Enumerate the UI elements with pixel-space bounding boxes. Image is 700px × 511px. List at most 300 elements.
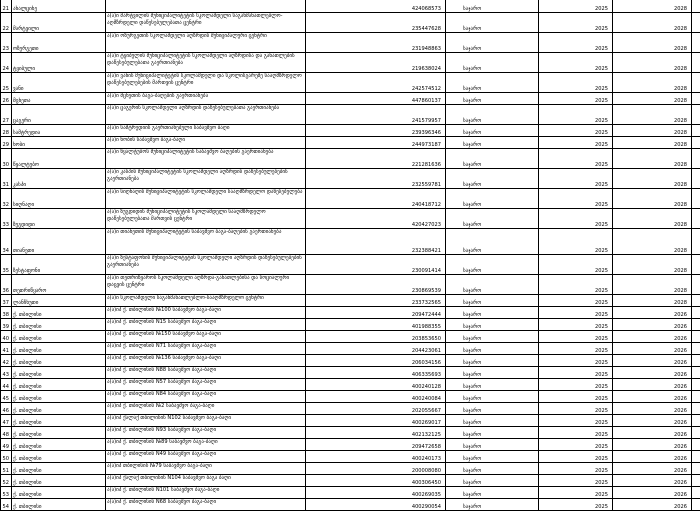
blank-cell: [692, 415, 700, 427]
identification-code-cell: 202055667: [306, 403, 446, 415]
organization-name-cell: ა(ა)იპ ქ. თბილისის N49 საბავშვო ბაგა-ბაღი: [106, 451, 306, 463]
identification-code-cell: 400269035: [306, 487, 446, 499]
table-row: [1, 209, 700, 229]
identification-code-cell: 235447628: [306, 13, 446, 33]
start-year-cell: 2025: [539, 149, 613, 169]
organization-name-cell: ა(ა)იპ ქ. თბილისის N15 საბავშვო ბაგა-ბაღი: [106, 319, 306, 331]
blank-cell: [692, 0, 700, 13]
table-row: [1, 189, 700, 209]
row-number: 23: [1, 33, 12, 53]
organization-name-cell: ა(ა)იპ ქ. თბილისის N88 საბავშვო ბაგა-ბაღი: [106, 367, 306, 379]
municipality-cell: ქ. თბილისი: [12, 403, 106, 415]
start-year-cell: 2025: [539, 355, 613, 367]
end-year-cell: 2028: [613, 105, 692, 125]
status-cell: საჯარო: [446, 295, 539, 307]
municipality-cell: ქ. თბილისი: [12, 331, 106, 343]
status-cell: საჯარო: [446, 209, 539, 229]
organization-name-cell: ა(ა)იპ ქ. თბილისის N101 საბავშვო ბაგა-ბაღი: [106, 487, 306, 499]
blank-cell: [692, 355, 700, 367]
row-number: 50: [1, 451, 12, 463]
identification-code-cell: 424068573: [306, 0, 446, 13]
table-row: [1, 439, 700, 451]
municipality-cell: ქ. თბილისი: [12, 355, 106, 367]
blank-cell: [692, 463, 700, 475]
table-row: [1, 487, 700, 499]
end-year-cell: 2026: [613, 439, 692, 451]
identification-code-cell: 400290054: [306, 499, 446, 511]
table-row: [1, 475, 700, 487]
identification-code-cell: 400240128: [306, 379, 446, 391]
table-row: [1, 331, 700, 343]
municipality-cell: ქ. თბილისი: [12, 319, 106, 331]
organization-name-cell: ა(ა)იპ ქ. თბილისის №89 საბავშვო ბაგა-ბაღი: [106, 439, 306, 451]
end-year-cell: 2028: [613, 13, 692, 33]
municipality-cell: ქ. თბილისი: [12, 451, 106, 463]
start-year-cell: 2025: [539, 229, 613, 255]
table-row: [1, 319, 700, 331]
status-cell: საჯარო: [446, 0, 539, 13]
municipality-cell: ხობი: [12, 137, 106, 149]
end-year-cell: 2028: [613, 149, 692, 169]
organization-name-cell: ა(ა)იპ ქალაქ თბილისის N102 საბავშვო ბაგა-ბაღი: [106, 415, 306, 427]
start-year-cell: 2025: [539, 379, 613, 391]
municipality-cell: ქ. თბილისი: [12, 427, 106, 439]
status-cell: საჯარო: [446, 105, 539, 125]
status-cell: საჯარო: [446, 427, 539, 439]
organization-name-cell: ა(ა)ი კასპის მუნიციპალიტეტის სკოლამდელი აღზრდის დაწესებულებების გაერთიანება: [106, 169, 306, 189]
start-year-cell: 2025: [539, 0, 613, 13]
status-cell: საჯარო: [446, 463, 539, 475]
table-row: [1, 391, 700, 403]
identification-code-cell: 239396346: [306, 125, 446, 137]
end-year-cell: 2028: [613, 93, 692, 105]
identification-code-cell: 221281636: [306, 149, 446, 169]
blank-cell: [692, 169, 700, 189]
start-year-cell: 2025: [539, 209, 613, 229]
organization-name-cell: ა(ა)ი მარტვილის მუნიციპალიტეტის სკოლამდელი საგანმანათლებლო-აღმზრდელი დაწესებულებათა ცენტრი: [106, 13, 306, 33]
end-year-cell: 2026: [613, 379, 692, 391]
table-row: [1, 0, 700, 13]
status-cell: საჯარო: [446, 367, 539, 379]
blank-cell: [692, 331, 700, 343]
status-cell: საჯარო: [446, 439, 539, 451]
identification-code-cell: 232388421: [306, 229, 446, 255]
blank-cell: [692, 137, 700, 149]
organization-name-cell: ა(ა)იპ ქ. თბილისის N68 საბავშვო ბაგა-ბაღი: [106, 499, 306, 511]
end-year-cell: 2028: [613, 33, 692, 53]
start-year-cell: 2025: [539, 73, 613, 93]
blank-cell: [692, 391, 700, 403]
start-year-cell: 2025: [539, 295, 613, 307]
blank-cell: [692, 343, 700, 355]
municipality-cell: ქ. თბილისი: [12, 475, 106, 487]
end-year-cell: 2026: [613, 415, 692, 427]
table-row: [1, 33, 700, 53]
end-year-cell: 2028: [613, 125, 692, 137]
row-number: 26: [1, 93, 12, 105]
status-cell: საჯარო: [446, 319, 539, 331]
identification-code-cell: 209472658: [306, 439, 446, 451]
municipality-cell: ქ. თბილისი: [12, 439, 106, 451]
status-cell: საჯარო: [446, 33, 539, 53]
status-cell: საჯარო: [446, 487, 539, 499]
status-cell: საჯარო: [446, 379, 539, 391]
start-year-cell: 2025: [539, 189, 613, 209]
identification-code-cell: 206034156: [306, 355, 446, 367]
blank-cell: [692, 105, 700, 125]
row-number: 41: [1, 343, 12, 355]
blank-cell: [692, 93, 700, 105]
blank-cell: [692, 307, 700, 319]
table-row: [1, 125, 700, 137]
start-year-cell: 2025: [539, 275, 613, 295]
organization-name-cell: ა(ა)ი სამტრედიის გაერთიანებული საბავშვო ბაღი: [106, 125, 306, 137]
municipality-cell: ქ. თბილისი: [12, 487, 106, 499]
start-year-cell: 2025: [539, 391, 613, 403]
start-year-cell: 2025: [539, 255, 613, 275]
municipality-cell: ვანი: [12, 73, 106, 93]
status-cell: საჯარო: [446, 229, 539, 255]
start-year-cell: 2025: [539, 451, 613, 463]
row-number: 22: [1, 13, 12, 33]
identification-code-cell: 242574512: [306, 73, 446, 93]
row-number: 40: [1, 331, 12, 343]
end-year-cell: 2028: [613, 209, 692, 229]
organization-name-cell: ა(ა)ი წყალტუბოს მუნიციპალიტეტის საბავშვო ბაღების გაერთიანება: [106, 149, 306, 169]
blank-cell: [692, 229, 700, 255]
identification-code-cell: 400306450: [306, 475, 446, 487]
start-year-cell: 2025: [539, 319, 613, 331]
start-year-cell: 2025: [539, 137, 613, 149]
blank-cell: [692, 53, 700, 73]
row-number: 34: [1, 229, 12, 255]
table-row: [1, 169, 700, 189]
municipality-cell: ქ. თბილისი: [12, 379, 106, 391]
blank-cell: [692, 475, 700, 487]
identification-code-cell: 230091414: [306, 255, 446, 275]
identification-code-cell: 400240084: [306, 391, 446, 403]
row-number: 24: [1, 53, 12, 73]
municipality-cell: ლანჩხუთი: [12, 295, 106, 307]
table-row: [1, 463, 700, 475]
table-row: [1, 275, 700, 295]
row-number: 48: [1, 427, 12, 439]
blank-cell: [692, 451, 700, 463]
end-year-cell: 2028: [613, 229, 692, 255]
status-cell: საჯარო: [446, 275, 539, 295]
identification-code-cell: 420427023: [306, 209, 446, 229]
organization-name-cell: ა(ა)ი ოზურგეთის სკოლამდელი აღზრდის მუნიციპალური ცენტრი: [106, 33, 306, 53]
blank-cell: [692, 189, 700, 209]
status-cell: საჯარო: [446, 137, 539, 149]
table-row: [1, 255, 700, 275]
end-year-cell: 2026: [613, 475, 692, 487]
table-row: [1, 13, 700, 33]
row-number: 39: [1, 319, 12, 331]
table-row: [1, 427, 700, 439]
start-year-cell: 2025: [539, 307, 613, 319]
end-year-cell: 2028: [613, 169, 692, 189]
end-year-cell: 2028: [613, 73, 692, 93]
row-number: 32: [1, 189, 12, 209]
row-number: 51: [1, 463, 12, 475]
organization-name-cell: ა(ა)ი ცაგერის სკოლამდელი აღზრდის დაწესებულებათა გაერთიანება: [106, 105, 306, 125]
start-year-cell: 2025: [539, 487, 613, 499]
blank-cell: [692, 275, 700, 295]
table-row: [1, 105, 700, 125]
identification-code-cell: 240418712: [306, 189, 446, 209]
start-year-cell: 2025: [539, 13, 613, 33]
row-number: 38: [1, 307, 12, 319]
start-year-cell: 2025: [539, 439, 613, 451]
end-year-cell: 2028: [613, 295, 692, 307]
identification-code-cell: 233732565: [306, 295, 446, 307]
row-number: 42: [1, 355, 12, 367]
blank-cell: [692, 255, 700, 275]
organization-name-cell: ა(ა)იპ ქ. თბილისის N93 საბავშვო ბაგა-ბაღი: [106, 427, 306, 439]
row-number: 47: [1, 415, 12, 427]
municipality-cell: ცაგერი: [12, 105, 106, 125]
end-year-cell: 2026: [613, 343, 692, 355]
organization-name-cell: ა(ა)იპ თბილისის №79 საბავშვო ბაგა-ბაღი: [106, 463, 306, 475]
table-row: [1, 295, 700, 307]
table-row: [1, 499, 700, 511]
blank-cell: [692, 295, 700, 307]
municipality-cell: ზესტაფონი: [12, 255, 106, 275]
identification-code-cell: 400240173: [306, 451, 446, 463]
municipality-cell: ახალციხე: [12, 0, 106, 13]
row-number: 53: [1, 487, 12, 499]
table-row: [1, 343, 700, 355]
organization-name-cell: ა(ა)ი თეთრიწყაროს სკოლამდელი აღზრდა-განათლებისა და სოციალური დაცვის ცენტრი: [106, 275, 306, 295]
table-row: [1, 403, 700, 415]
blank-cell: [692, 439, 700, 451]
status-cell: საჯარო: [446, 475, 539, 487]
identification-code-cell: 230869539: [306, 275, 446, 295]
identification-code-cell: 400269017: [306, 415, 446, 427]
organization-name-cell: ა(ა)ი ვანის მუნიციპალიტეტის სკოლამდელი და სკოლისგარეშე სააღმზრდელო დაწესებულებების მართვის ცენტრი: [106, 73, 306, 93]
status-cell: საჯარო: [446, 415, 539, 427]
end-year-cell: 2026: [613, 367, 692, 379]
municipality-cell: მარტვილი: [12, 13, 106, 33]
municipality-cell: ქ. თბილისი: [12, 391, 106, 403]
end-year-cell: 2028: [613, 0, 692, 13]
end-year-cell: 2026: [613, 427, 692, 439]
identification-code-cell: 219638024: [306, 53, 446, 73]
status-cell: საჯარო: [446, 451, 539, 463]
status-cell: საჯარო: [446, 355, 539, 367]
status-cell: საჯარო: [446, 93, 539, 105]
identification-code-cell: 402132125: [306, 427, 446, 439]
row-number: 49: [1, 439, 12, 451]
organization-name-cell: [106, 0, 306, 13]
status-cell: საჯარო: [446, 149, 539, 169]
table-row: [1, 367, 700, 379]
row-number: 29: [1, 137, 12, 149]
end-year-cell: 2026: [613, 307, 692, 319]
organization-name-cell: ა(ა)ი ზესტაფონის მუნიციპალიტეტის სკოლამდელი აღზრდის დაწესებულებების გაერთიანება: [106, 255, 306, 275]
status-cell: საჯარო: [446, 13, 539, 33]
end-year-cell: 2026: [613, 391, 692, 403]
organization-name-cell: ა(ა)ი მცხეთის ბაგა-ბაღების გაერთიანება: [106, 93, 306, 105]
identification-code-cell: 447860137: [306, 93, 446, 105]
row-number: 43: [1, 367, 12, 379]
organization-name-cell: ა(ა)იპ ქ. თბილისის №100 საბავშვო ბაგა-ბაღი: [106, 307, 306, 319]
row-number: 36: [1, 275, 12, 295]
blank-cell: [692, 367, 700, 379]
blank-cell: [692, 427, 700, 439]
organization-name-cell: ა(ა)იპ ქ. თბილისის N57 საბავშვო ბაგა-ბაღი: [106, 379, 306, 391]
identification-code-cell: 209472444: [306, 307, 446, 319]
end-year-cell: 2028: [613, 189, 692, 209]
row-number: 45: [1, 391, 12, 403]
row-number: 37: [1, 295, 12, 307]
status-cell: საჯარო: [446, 499, 539, 511]
start-year-cell: 2025: [539, 125, 613, 137]
municipality-cell: ქ. თბილისი: [12, 499, 106, 511]
status-cell: საჯარო: [446, 391, 539, 403]
row-number: 21: [1, 0, 12, 13]
blank-cell: [692, 487, 700, 499]
identification-code-cell: 200008080: [306, 463, 446, 475]
row-number: 33: [1, 209, 12, 229]
end-year-cell: 2026: [613, 403, 692, 415]
status-cell: საჯარო: [446, 53, 539, 73]
row-number: 52: [1, 475, 12, 487]
row-number: 54: [1, 499, 12, 511]
end-year-cell: 2026: [613, 451, 692, 463]
table-row: [1, 73, 700, 93]
row-number: 27: [1, 105, 12, 125]
organization-name-cell: ა(ა)იპ ქ. თბილისის N84 საბავშვო ბაგა-ბაღი: [106, 391, 306, 403]
start-year-cell: 2025: [539, 105, 613, 125]
table-row: [1, 415, 700, 427]
blank-cell: [692, 209, 700, 229]
organization-name-cell: ა(ა)იპ ქალაქ თბილისის N104 საბავშვო ბაგა ბაღი: [106, 475, 306, 487]
organization-name-cell: ა(ა)იპ ქ. თბილისის №150 საბავშვო ბაგა-ბაღი: [106, 331, 306, 343]
status-cell: საჯარო: [446, 189, 539, 209]
table-row: [1, 93, 700, 105]
municipality-cell: სიღნაღი: [12, 189, 106, 209]
start-year-cell: 2025: [539, 331, 613, 343]
status-cell: საჯარო: [446, 403, 539, 415]
municipality-cell: ქ. თბილისი: [12, 307, 106, 319]
municipality-cell: ქ. თბილისი: [12, 463, 106, 475]
row-number: 44: [1, 379, 12, 391]
start-year-cell: 2025: [539, 53, 613, 73]
start-year-cell: 2025: [539, 415, 613, 427]
municipality-cell: ოზურგეთი: [12, 33, 106, 53]
municipality-cell: ზუგდიდი: [12, 209, 106, 229]
municipality-cell: ქ. თბილისი: [12, 367, 106, 379]
identification-code-cell: 241579957: [306, 105, 446, 125]
row-number: 46: [1, 403, 12, 415]
end-year-cell: 2028: [613, 137, 692, 149]
blank-cell: [692, 403, 700, 415]
start-year-cell: 2025: [539, 33, 613, 53]
end-year-cell: 2028: [613, 275, 692, 295]
status-cell: საჯარო: [446, 255, 539, 275]
status-cell: საჯარო: [446, 307, 539, 319]
status-cell: საჯარო: [446, 343, 539, 355]
end-year-cell: 2026: [613, 499, 692, 511]
blank-cell: [692, 379, 700, 391]
table-row: [1, 307, 700, 319]
end-year-cell: 2026: [613, 331, 692, 343]
blank-cell: [692, 319, 700, 331]
end-year-cell: 2028: [613, 255, 692, 275]
table-row: [1, 149, 700, 169]
table-row: [1, 379, 700, 391]
identification-code-cell: 231948863: [306, 33, 446, 53]
table-row: [1, 137, 700, 149]
status-cell: საჯარო: [446, 169, 539, 189]
identification-code-cell: 204423061: [306, 343, 446, 355]
row-number: 35: [1, 255, 12, 275]
blank-cell: [692, 13, 700, 33]
municipality-cell: სამტრედია: [12, 125, 106, 137]
organization-name-cell: ა(ა)იპ ქ. თბილისის N71 საბავშვო ბაგა-ბაღი: [106, 343, 306, 355]
row-number: 31: [1, 169, 12, 189]
blank-cell: [692, 125, 700, 137]
municipality-cell: ქ. თბილისი: [12, 343, 106, 355]
organization-name-cell: ა(ა)იპ ქ. თბილისის №136 საბავშვო ბაგა-ბაღი: [106, 355, 306, 367]
organization-name-cell: ა(ა)ი სიღნაღის მუნიციპალიტეტის სკოლამდელი სააღმზრდელო დაწესებულება: [106, 189, 306, 209]
row-number: 28: [1, 125, 12, 137]
organization-name-cell: ა(ა)ი თიანეთის მუნიციპალიტეტის საბავშვო ბაგა-ბაღების გაერთიანება: [106, 229, 306, 255]
row-number: 25: [1, 73, 12, 93]
municipality-cell: კასპი: [12, 169, 106, 189]
end-year-cell: 2026: [613, 355, 692, 367]
end-year-cell: 2026: [613, 487, 692, 499]
municipality-cell: ტყიბული: [12, 53, 106, 73]
identification-code-cell: 406335693: [306, 367, 446, 379]
start-year-cell: 2025: [539, 343, 613, 355]
blank-cell: [692, 73, 700, 93]
identification-code-cell: 244973187: [306, 137, 446, 149]
organization-name-cell: ა(ა)ი ზუგდიდის მუნიციპალიტეტის სკოლამდელი სააღმზრდელო დაწესებულებათა მართვის ცენტრი: [106, 209, 306, 229]
start-year-cell: 2025: [539, 93, 613, 105]
start-year-cell: 2025: [539, 169, 613, 189]
start-year-cell: 2025: [539, 427, 613, 439]
table-row: [1, 53, 700, 73]
status-cell: საჯარო: [446, 331, 539, 343]
blank-cell: [692, 33, 700, 53]
municipality-cell: თიანეთი: [12, 229, 106, 255]
start-year-cell: 2025: [539, 475, 613, 487]
end-year-cell: 2026: [613, 319, 692, 331]
blank-cell: [692, 149, 700, 169]
end-year-cell: 2026: [613, 463, 692, 475]
identification-code-cell: 232559781: [306, 169, 446, 189]
municipality-cell: ქ. თბილისი: [12, 415, 106, 427]
organization-name-cell: ა(ა)იპ ქ. თბილისის №2 საბავშვო ბაგა-ბაღი: [106, 403, 306, 415]
organization-name-cell: ა(ა)ი ტყიბულის მუნიციპალიტეტის სკოლამდელი აღზრდისა და განათლების დაწესებულებათა გაერთიანება: [106, 53, 306, 73]
end-year-cell: 2028: [613, 53, 692, 73]
identification-code-cell: 203853650: [306, 331, 446, 343]
status-cell: საჯარო: [446, 73, 539, 93]
blank-cell: [692, 499, 700, 511]
municipality-cell: თეთრიწყარო: [12, 275, 106, 295]
municipality-cell: წყალტუბო: [12, 149, 106, 169]
table-row: [1, 229, 700, 255]
table-row: [1, 451, 700, 463]
organization-name-cell: ა(ა)ი ხობის საბავშვო ბაგა-ბაღი: [106, 137, 306, 149]
start-year-cell: 2025: [539, 367, 613, 379]
start-year-cell: 2025: [539, 463, 613, 475]
municipality-cell: მცხეთა: [12, 93, 106, 105]
table-row: [1, 355, 700, 367]
